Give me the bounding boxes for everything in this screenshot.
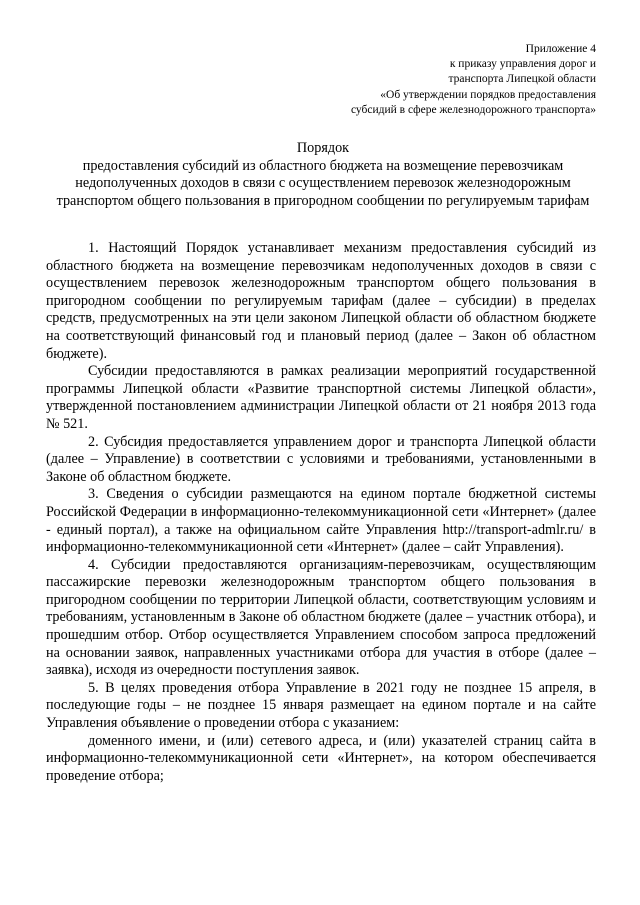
paragraph-2: 2. Субсидия предоставляется управлением дорог и транспорта Липецкой области (далее – Управление) в соответствии с условиями и требованиями, установленными в Законе об областном бюджете. — [46, 433, 596, 485]
title-subtitle: предоставления субсидий из областного бюджета на возмещение перевозчикам недополученных доходов в связи с осуществлением перевозок железнодорожным транспортом общего пользования в пригородном сообщении по регулируемым тарифам — [56, 157, 590, 209]
appendix-line: «Об утверждении порядков предоставления — [380, 88, 596, 101]
paragraph-5: 5. В целях проведения отбора Управление в 2021 году не позднее 15 апреля, в последующие годы – не позднее 15 января размещает на едином портале и на сайте Управления объявление о проведении отбора с указанием: — [46, 679, 596, 732]
title-heading: Порядок — [296, 140, 350, 156]
appendix-line: транспорта Липецкой области — [448, 73, 596, 86]
appendix-line: Приложение 4 — [525, 43, 596, 55]
appendix-line: к приказу управления дорог и — [449, 58, 596, 71]
paragraph-domain: доменного имени, и (или) сетевого адреса, и (или) указателей страниц сайта в информационно-телекоммуникационной сети «Интернет», на котором обеспечивается проведение отбора; — [46, 732, 596, 784]
document-body — [46, 240, 596, 785]
document-title — [52, 140, 594, 210]
paragraph-subsidies: Субсидии предоставляются в рамках реализации мероприятий государственной программы Липецкой области «Развитие транспортной системы Липецкой области», утвержденной постановлением администрации Липецкой области от 21 ноября 2013 года № 521. — [46, 363, 596, 432]
paragraph-4: 4. Субсидии предоставляются организациям-перевозчикам, осуществляющим пассажирские перевозки железнодорожным транспортом общего пользования в пригородном сообщении по территории Липецкой области, соответствующим условиям и требованиям, установленным в Законе об областном бюджете (далее – участник отбора), и прошедшим отбор. Отбор осуществляется Управлением способом запроса предложений на основании заявок, направленных участниками отбора для участия в отборе (далее – заявка), исходя из очередности поступления заявок. — [46, 556, 596, 679]
paragraph-3: 3. Сведения о субсидии размещаются на едином портале бюджетной системы Российской Федерации в информационно-телекоммуникационной сети «Интернет» (далее - единый портал), а также на официальном сайте Управления http://transport-admlr.ru/ в информационно-телекоммуникационной сети «Интернет» (далее – сайт Управления). — [46, 486, 596, 556]
appendix-line: субсидий в сфере железнодорожного транспорта» — [350, 103, 596, 116]
appendix-header — [296, 42, 596, 118]
paragraph-1: 1. Настоящий Порядок устанавливает механизм предоставления субсидий из областного бюджета на возмещение перевозчикам недополученных доходов в связи с осуществлением перевозок железнодорожным транспортом общего пользования в пригородном сообщении по регулируемым тарифам (далее – субсидии) в пределах средств, предусмотренных на эти цели законом Липецкой области об областном бюджете на соответствующий финансовый год и плановый период (далее – Закон об областном бюджете). — [46, 240, 596, 362]
